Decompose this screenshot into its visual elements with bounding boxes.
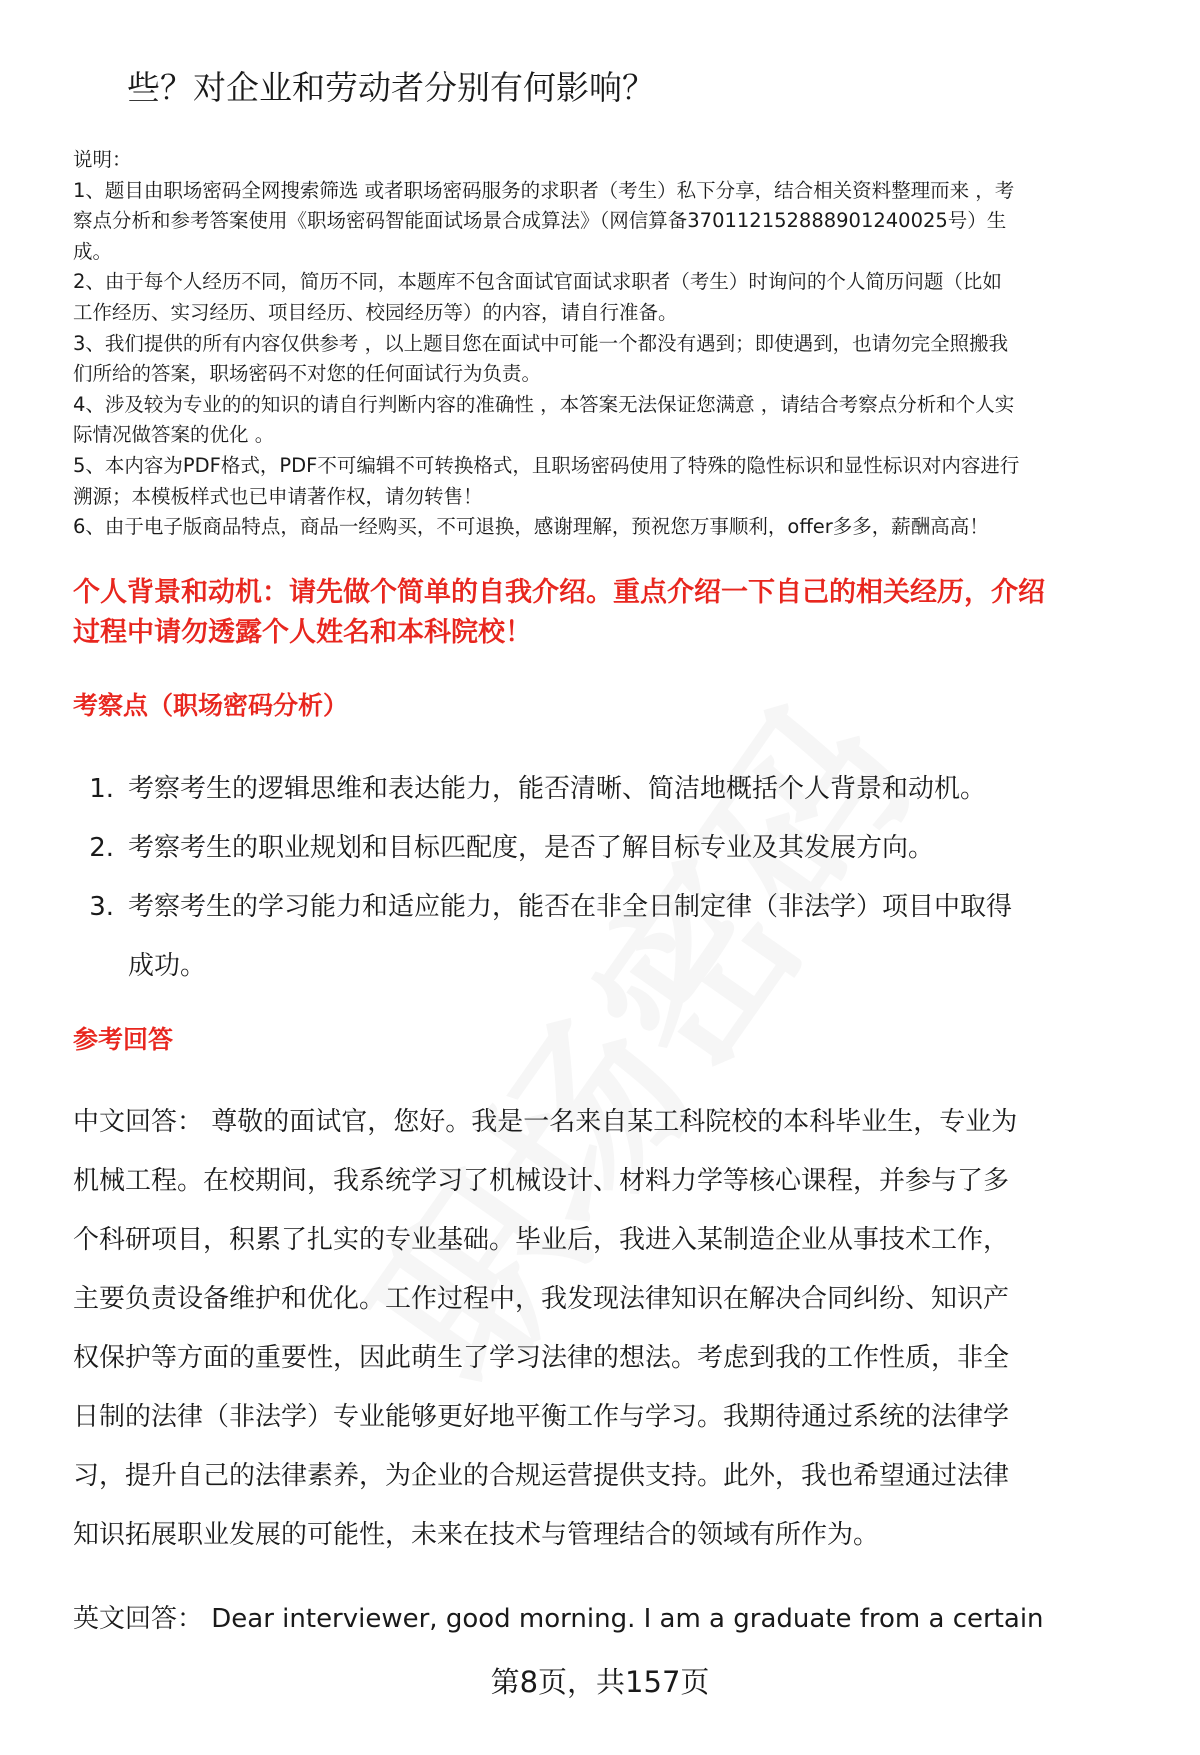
answer-line: 主要负责设备维护和优化。工作过程中，我发现法律知识在解决合同纠纷、知识产 (73, 1284, 1010, 1314)
answer-line: 个科研项目，积累了扎实的专业基础。毕业后，我进入某制造企业从事技术工作， (73, 1225, 1010, 1255)
notes-line: 3、我们提供的所有内容仅供参考 ，以上题目您在面试中可能一个都没有遇到；即使遇到，也请勿完全照搬我 (73, 331, 1009, 355)
analysis-points (73, 760, 1012, 996)
analysis-point (73, 760, 1012, 819)
answer-line: 日制的法律（非法学）专业能够更好地平衡工作与学习。我期待通过系统的法律学 (73, 1402, 1010, 1432)
interview-question (73, 573, 1045, 653)
analysis-point (73, 819, 1012, 878)
notes-line: 溯源；本模板样式也已申请著作权，请勿转售！ (73, 484, 483, 508)
point-text: 考察考生的逻辑思维和表达能力，能否清晰、简洁地概括个人背景和动机。 (128, 774, 987, 804)
answer-line: 机械工程。在校期间，我系统学习了机械设计、材料力学等核心课程，并参与了多 (73, 1166, 1010, 1196)
page-number: 第8页，共157页 (490, 1665, 710, 1699)
english-answer: 英文回答： Dear interviewer, good morning. I am a graduate from a certain (73, 1604, 1044, 1634)
analysis-heading: 考察点（职场密码分析） (73, 691, 349, 720)
notes-line: 4、涉及较为专业的的知识的请自行判断内容的准确性 ，本答案无法保证您满意 ，请结合考察点分析和个人实 (73, 392, 1015, 416)
question-line: 过程中请勿透露个人姓名和本科院校！ (73, 617, 532, 648)
notes-line: 工作经历、实习经历、项目经历、校园经历等）的内容，请自行准备。 (73, 300, 678, 324)
point-number: 1. (89, 774, 114, 804)
question-title-continuation: 些？对企业和劳动者分别有何影响？ (127, 68, 655, 107)
answer-line: 习，提升自己的法律素养，为企业的合规运营提供支持。此外，我也希望通过法律 (73, 1461, 1010, 1491)
notes-line: 1、题目由职场密码全网搜索筛选 或者职场密码服务的求职者（考生）私下分享，结合相关资料整理而来 ，考 (73, 178, 1015, 202)
answer-line: 中文回答： 尊敬的面试官，您好。我是一名来自某工科院校的本科毕业生，专业为 (73, 1107, 1018, 1137)
notes-line: 们所给的答案，职场密码不对您的任何面试行为负责。 (73, 362, 542, 386)
notes-label: 说明： (73, 148, 132, 171)
answer-line: 知识拓展职业发展的可能性，未来在技术与管理结合的领域有所作为。 (73, 1520, 880, 1550)
point-text: 考察考生的学习能力和适应能力，能否在非全日制定律（非法学）项目中取得 (128, 892, 1013, 922)
point-text: 考察考生的职业规划和目标匹配度，是否了解目标专业及其发展方向。 (128, 833, 935, 863)
question-line: 个人背景和动机：请先做个简单的自我介绍。重点介绍一下自己的相关经历，介绍 (73, 577, 1045, 608)
reference-heading: 参考回答 (73, 1025, 174, 1054)
notes-line: 察点分析和参考答案使用《职场密码智能面试场景合成算法》（网信算备370112152888901240025号）生 (73, 209, 1007, 233)
point-number: 3. (89, 892, 114, 922)
notes-line: 2、由于每个人经历不同，简历不同，本题库不包含面试官面试求职者（考生）时询问的个人简历问题（比如 (73, 270, 1002, 294)
analysis-point (73, 878, 1012, 996)
notes-line: 6、由于电子版商品特点，商品一经购买，不可退换，感谢理解，预祝您万事顺利，offer多多，薪酬高高！ (73, 515, 989, 539)
point-text: 成功。 (128, 951, 207, 981)
chinese-answer (73, 1093, 1017, 1565)
notes-line: 5、本内容为PDF格式，PDF不可编辑不可转换格式，且职场密码使用了特殊的隐性标识和显性标识对内容进行 (73, 453, 1020, 477)
notes-section (73, 145, 1019, 543)
notes-line: 际情况做答案的优化 。 (73, 423, 275, 447)
notes-line: 成。 (73, 239, 113, 263)
answer-line: 权保护等方面的重要性，因此萌生了学习法律的想法。考虑到我的工作性质，非全 (73, 1343, 1010, 1373)
point-number: 2. (89, 833, 114, 863)
